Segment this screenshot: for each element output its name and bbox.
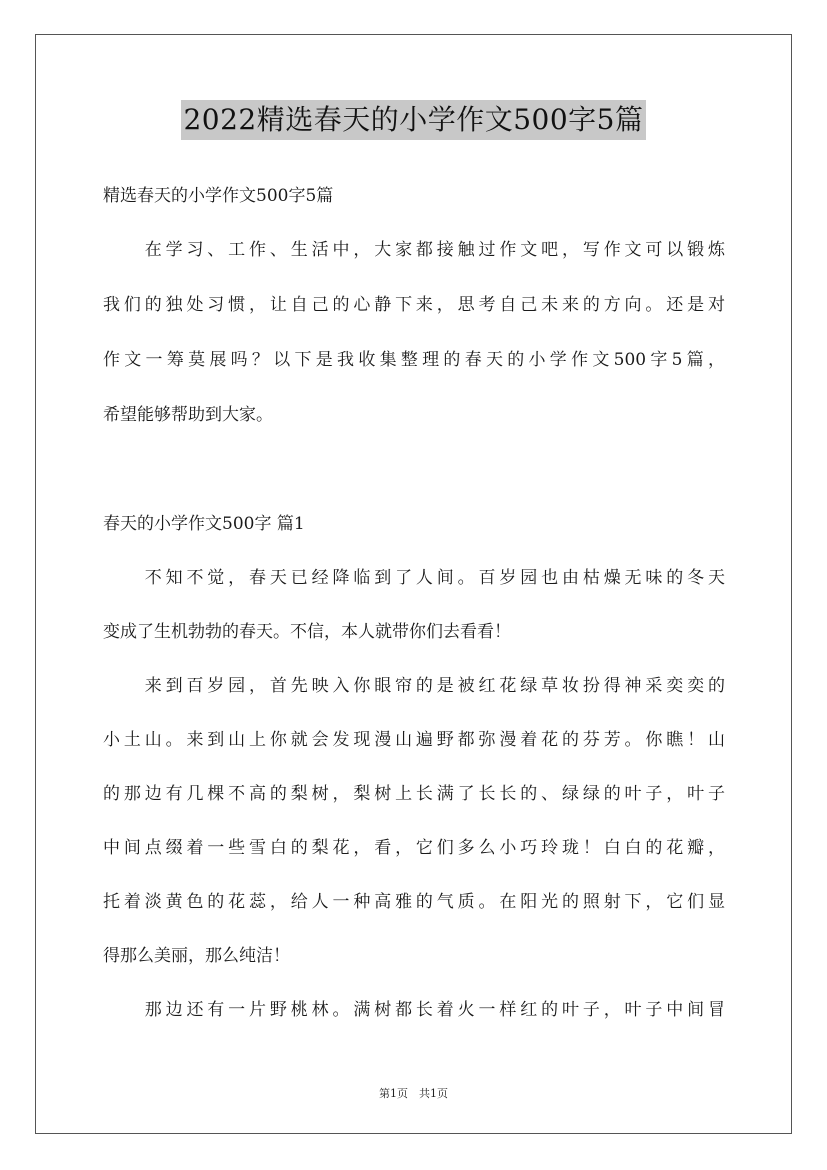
paragraph-line: 小土山。来到山上你就会发现漫山遍野都弥漫着花的芬芳。你瞧！山	[103, 730, 725, 750]
paragraph-line: 作文一筹莫展吗？以下是我收集整理的春天的小学作文500字5篇，	[103, 350, 725, 370]
paragraph-line: 希望能够帮助到大家。	[103, 405, 273, 425]
paragraph-line: 来到百岁园，首先映入你眼帘的是被红花绿草妆扮得神采奕奕的	[103, 676, 725, 696]
page-footer: 第1页 共1页	[379, 1087, 448, 1100]
paragraph-line: 托着淡黄色的花蕊，给人一种高雅的气质。在阳光的照射下，它们显	[103, 892, 725, 912]
paragraph-line: 那边还有一片野桃林。满树都长着火一样红的叶子，叶子中间冒	[103, 1000, 725, 1020]
title-container	[0, 100, 827, 140]
paragraph-line: 我们的独处习惯，让自己的心静下来，思考自己未来的方向。还是对	[103, 295, 725, 315]
paragraph-line: 在学习、工作、生活中，大家都接触过作文吧，写作文可以锻炼	[103, 240, 725, 260]
paragraph-line: 不知不觉，春天已经降临到了人间。百岁园也由枯燥无味的冬天	[103, 568, 725, 588]
document-title: 2022精选春天的小学作文500字5篇	[181, 100, 645, 140]
paragraph-line: 得那么美丽，那么纯洁！	[103, 946, 290, 966]
paragraph-line: 的那边有几棵不高的梨树，梨树上长满了长长的、绿绿的叶子，叶子	[103, 784, 725, 804]
document-subtitle: 精选春天的小学作文500字5篇	[103, 186, 334, 206]
paragraph-line: 中间点缀着一些雪白的梨花，看，它们多么小巧玲珑！白白的花瓣，	[103, 838, 725, 858]
paragraph-line: 变成了生机勃勃的春天。不信，本人就带你们去看看！	[103, 622, 511, 642]
section-heading: 春天的小学作文500字 篇1	[103, 514, 305, 534]
